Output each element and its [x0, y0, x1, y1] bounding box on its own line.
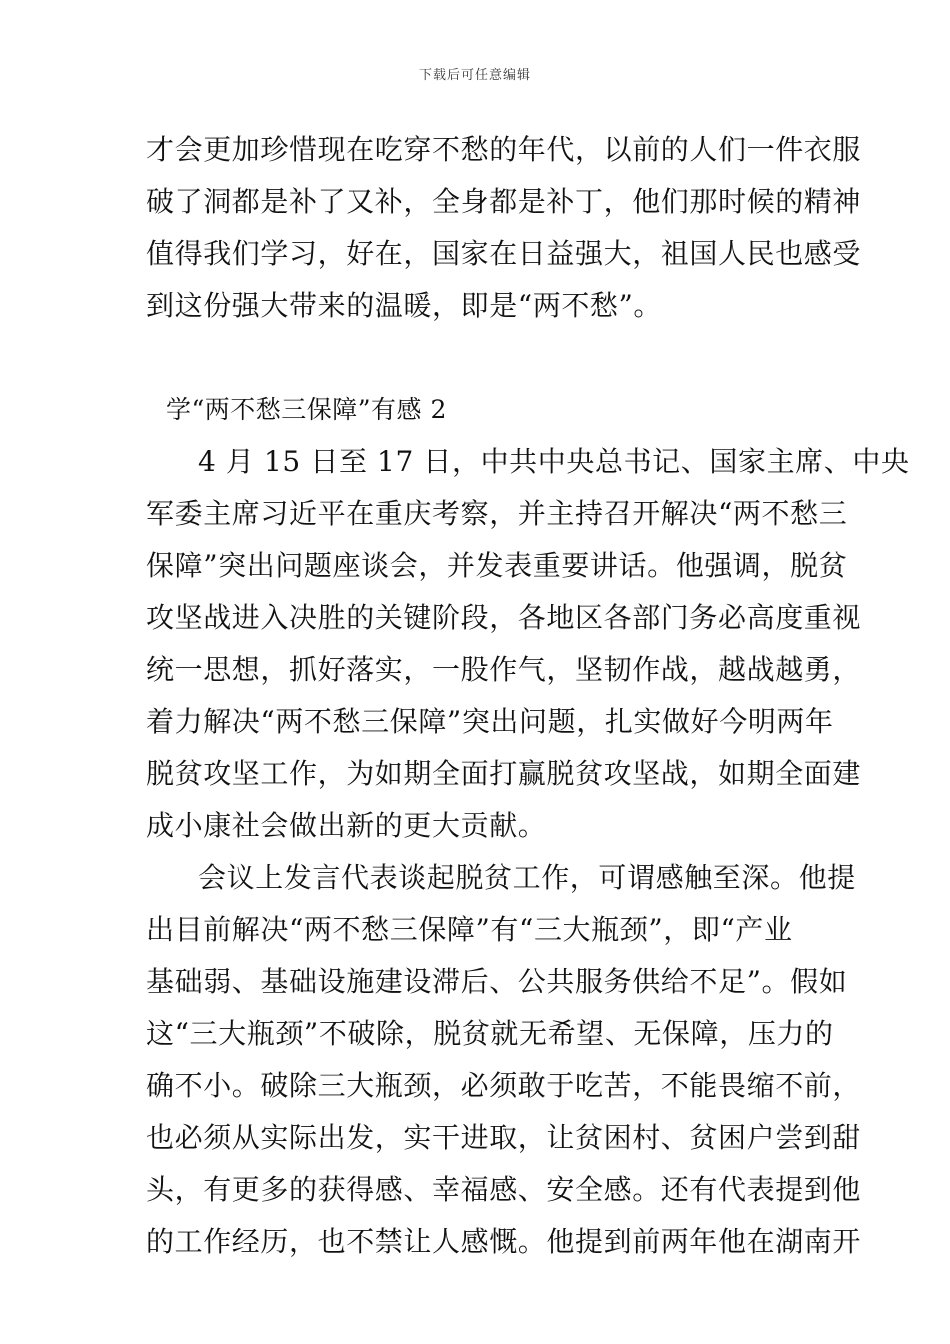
text-line: 着力解决“两不愁三保障”突出问题，扎实做好今明两年	[146, 705, 834, 738]
section-title: 学“两不愁三保障”有感 2	[166, 395, 447, 424]
paragraph-gap	[146, 332, 808, 384]
paragraph-1	[146, 436, 910, 852]
page-header: 下载后可任意编辑	[418, 68, 531, 83]
text-line: 的工作经历，也不禁让人感慨。他提到前两年他在湖南开	[146, 1225, 862, 1258]
text-line: 基础弱、基础设施建设滞后、公共服务供给不足”。假如	[146, 965, 848, 998]
text-line: 会议上发言代表谈起脱贫工作，可谓感触至深。他提	[198, 861, 856, 894]
text-line: 破了洞都是补了又补，全身都是补丁，他们那时候的精神	[146, 185, 862, 218]
text-line: 这“三大瓶颈”不破除，脱贫就无希望、无保障，压力的	[146, 1017, 834, 1050]
text-line: 保障”突出问题座谈会，并发表重要讲话。他强调，脱贫	[146, 549, 848, 582]
text-line: 统一思想，抓好落实，一股作气，坚韧作战，越战越勇，	[146, 653, 862, 686]
text-line: 头，有更多的获得感、幸福感、安全感。还有代表提到他	[146, 1173, 862, 1206]
text-line: 出目前解决“两不愁三保障”有“三大瓶颈”，即“产业	[146, 913, 793, 946]
intro-paragraph	[146, 124, 862, 332]
text-line: 确不小。破除三大瓶颈，必须敢于吃苦，不能畏缩不前，	[146, 1069, 862, 1102]
text-line: 到这份强大带来的温暖，即是“两不愁”。	[146, 289, 663, 322]
text-line: 脱贫攻坚工作，为如期全面打赢脱贫攻坚战，如期全面建	[146, 757, 862, 790]
text-line: 军委主席习近平在重庆考察，并主持召开解决“两不愁三	[146, 497, 848, 530]
paragraph-2	[146, 852, 862, 1268]
text-line: 也必须从实际出发，实干进取，让贫困村、贫困户尝到甜	[146, 1121, 862, 1154]
document-body	[146, 124, 910, 1268]
text-line: 成小康社会做出新的更大贡献。	[146, 809, 547, 842]
text-line: 值得我们学习，好在，国家在日益强大，祖国人民也感受	[146, 237, 862, 270]
text-line: 4 月 15 日至 17 日，中共中央总书记、国家主席、中央	[198, 445, 910, 478]
text-line: 攻坚战进入决胜的关键阶段，各地区各部门务必高度重视	[146, 601, 862, 634]
text-line: 才会更加珍惜现在吃穿不愁的年代，以前的人们一件衣服	[146, 133, 862, 166]
